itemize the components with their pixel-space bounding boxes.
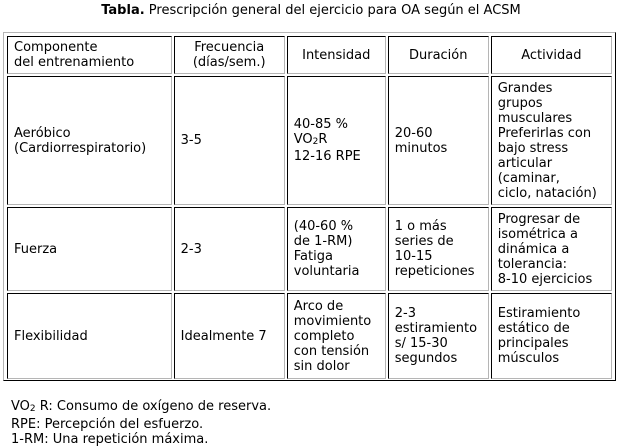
header-componente	[7, 36, 172, 74]
table-row-fuerza	[7, 207, 612, 291]
intensidad-subscript: 2	[312, 137, 319, 147]
header-row	[7, 36, 612, 74]
cell-actividad	[491, 76, 612, 205]
cell-intensidad	[287, 76, 386, 205]
cell-intensidad	[287, 293, 386, 379]
cell-actividad-text: Estiramiento estático de principales músculos	[497, 306, 581, 366]
footnote-rpe: RPE: Percepción del esfuerzo.	[11, 416, 204, 432]
cell-duracion-text: 20-60 minutos	[394, 125, 448, 156]
cell-actividad-text: Grandes grupos musculares Preferirlas con bajo stress articular (caminar, ciclo, natación)	[497, 80, 597, 201]
intensidad-post: R 12-16 RPE	[293, 132, 361, 164]
cell-actividad	[491, 293, 612, 379]
cell-intensidad	[287, 207, 386, 291]
footnote-rm: 1-RM: Una repetición máxima.	[11, 432, 209, 447]
cell-frecuencia	[174, 76, 285, 205]
cell-frecuencia-text: Idealmente 7	[180, 328, 267, 344]
caption-text: Prescripción general del ejercicio para OA según el ACSM	[144, 3, 521, 18]
header-intensidad	[287, 36, 386, 74]
cell-actividad	[491, 207, 612, 291]
table-caption	[0, 3, 622, 19]
header-duracion	[388, 36, 489, 74]
cell-frecuencia-text: 2-3	[180, 241, 202, 257]
cell-intensidad-text: Arco de movimiento completo con tensión sin dolor	[293, 298, 372, 374]
cell-frecuencia-text: 3-5	[180, 133, 202, 148]
table-row-flexibilidad	[7, 293, 612, 379]
cell-intensidad-text	[294, 117, 361, 164]
header-intensidad-text: Intensidad	[302, 47, 371, 63]
footnote-vo2r-post: R: Consumo de oxígeno de reserva.	[35, 399, 272, 414]
cell-componente-text: Flexibilidad	[14, 328, 88, 344]
cell-duracion	[388, 293, 489, 379]
cell-duracion-text: 2-3 estiramiento s/ 15-30 segundos	[394, 306, 478, 366]
footnote-vo2r	[11, 399, 271, 417]
header-frecuencia-text: Frecuencia (días/sem.)	[192, 40, 266, 70]
cell-intensidad-text: (40-60 % de 1-RM) Fatiga voluntaria	[293, 219, 360, 279]
header-componente-text: Componente del entrenamiento	[14, 40, 135, 70]
cell-componente-text: Aeróbico (Cardiorrespiratorio)	[14, 125, 147, 156]
cell-actividad-text: Progresar de isométrica a dinámica a tolerancia: 8-10 ejercicios	[497, 211, 593, 287]
cell-componente	[7, 207, 172, 291]
cell-frecuencia	[174, 293, 285, 379]
intensidad-pre: 40-85 % VO	[293, 117, 349, 147]
cell-duracion	[388, 207, 489, 291]
header-duracion-text: Duración	[408, 47, 468, 63]
header-actividad-text: Actividad	[521, 47, 582, 63]
footnote-vo2r-subscript: 2	[29, 404, 36, 414]
caption-label: Tabla.	[101, 3, 145, 18]
cell-componente	[7, 293, 172, 379]
cell-componente	[7, 76, 172, 205]
header-frecuencia	[174, 36, 285, 74]
footnote-vo2r-pre: VO	[11, 399, 30, 414]
table-row-aerobico	[7, 76, 612, 205]
cell-duracion	[388, 76, 489, 205]
cell-componente-text: Fuerza	[14, 241, 58, 257]
header-actividad	[491, 36, 612, 74]
exercise-prescription-table	[5, 34, 614, 381]
cell-frecuencia	[174, 207, 285, 291]
table-footnotes	[11, 399, 271, 448]
cell-duracion-text: 1 o más series de 10-15 repeticiones	[394, 219, 475, 279]
